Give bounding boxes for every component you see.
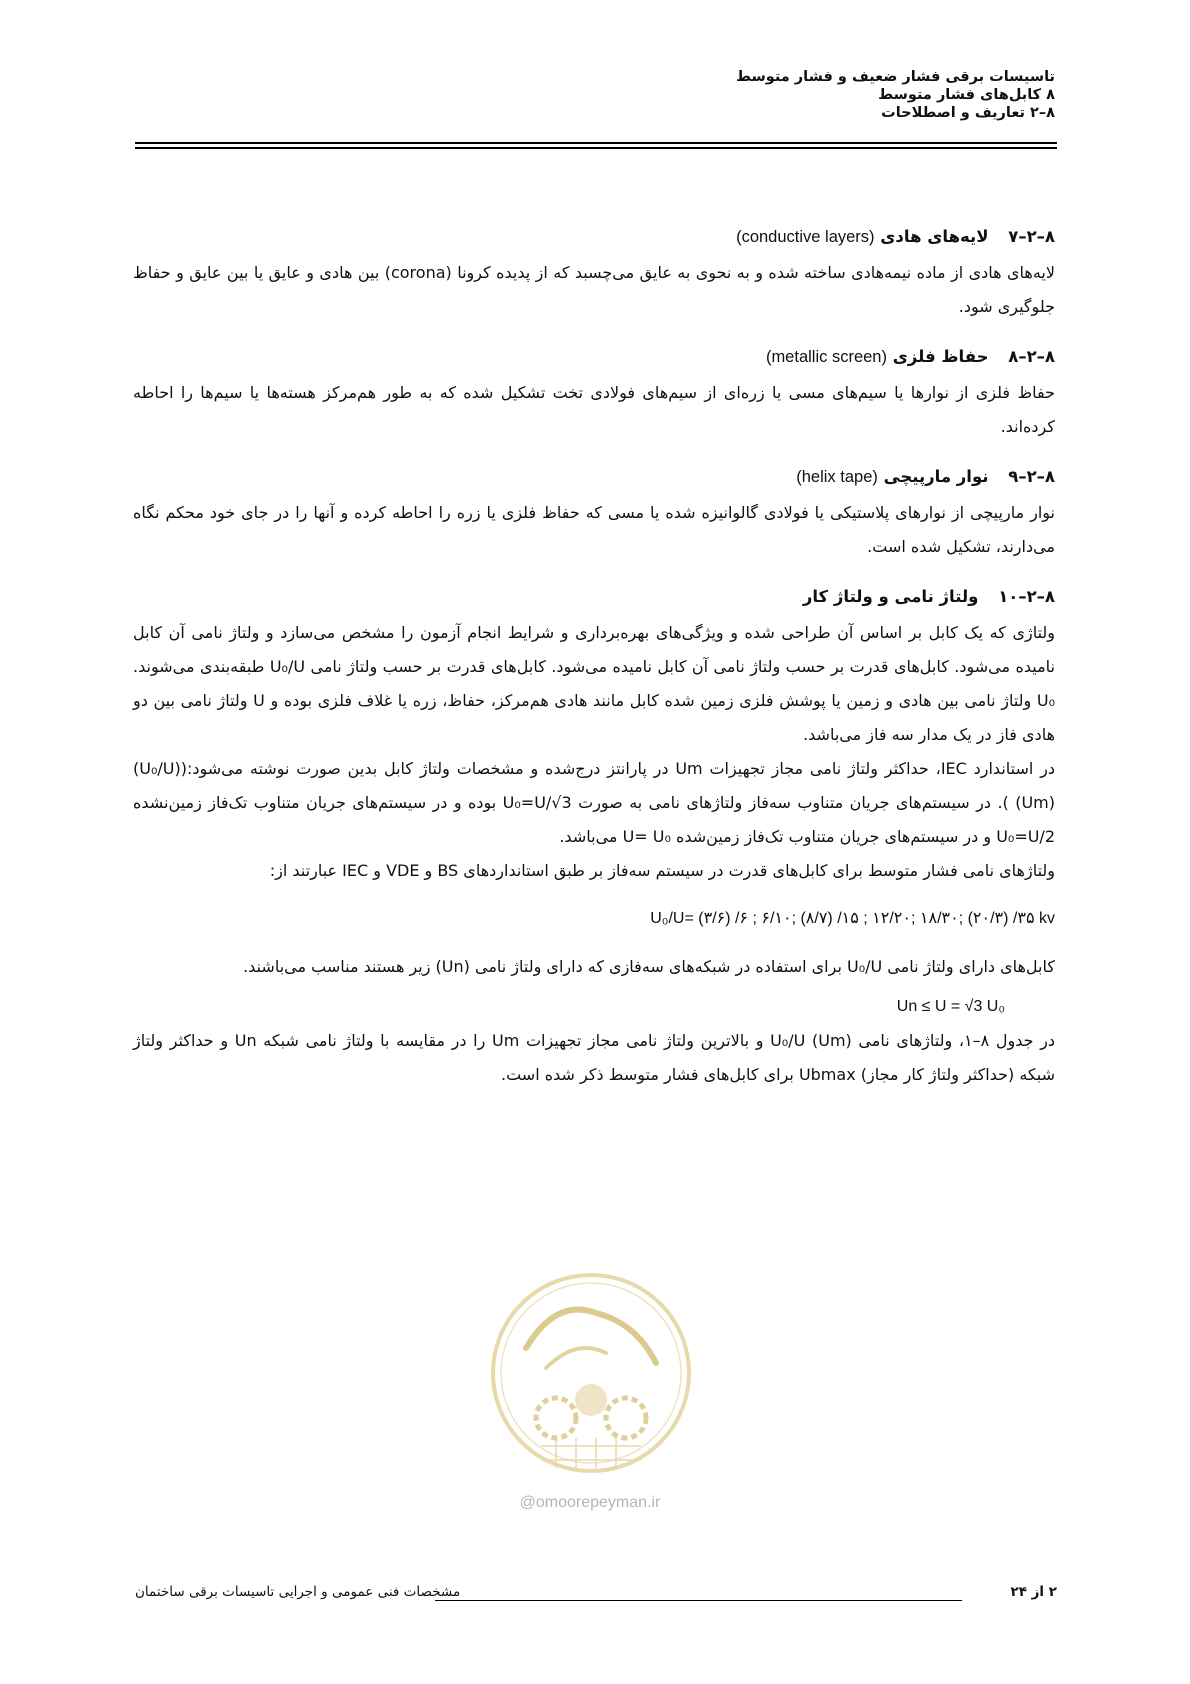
section-title: نوار مارپیچی (883, 467, 989, 486)
page-content (133, 222, 1055, 1110)
header-rule (135, 142, 1057, 149)
section-number: ۸–۲–۱۰ (998, 587, 1055, 606)
rated-voltage-paragraph-3: ولتاژهای نامی فشار متوسط برای کابل‌های قدرت در سیستم سه‌فاز بر طبق استانداردهای BS و VDE و IEC عبارتند از: (269, 861, 1055, 880)
section-conductive-layers (133, 222, 1055, 324)
section-body: لایه‌های هادی از ماده نیمه‌هادی ساخته شده و به نحوی به عایق می‌چسبد که از پدیده کرونا (corona) بین هادی و عایق یا بین عایق و حفاظ جلوگیری شود. (133, 263, 1055, 316)
section-latin-title: (conductive layers) (736, 228, 875, 246)
page-footer (135, 1584, 1057, 1608)
section-body: حفاظ فلزی از نوارها یا سیم‌های مسی یا زره‌ای از سیم‌های فولادی تخت تشکیل شده که به طور هم‌مرکز هسته‌ها یا سیم‌ها را احاطه کرده‌اند. (133, 383, 1055, 436)
section-heading (133, 342, 1055, 372)
watermark-site: @omoorepeyman.ir (519, 1494, 661, 1511)
header-section: ۸–۲ تعاریف و اصطلاحات (881, 105, 1055, 121)
section-helix-tape (133, 462, 1055, 564)
section-heading (133, 582, 1055, 612)
footer-title: مشخصات فنی عمومی و اجرایی تاسیسات برقی ساختمان (135, 1584, 461, 1600)
section-latin-title: (helix tape) (796, 468, 878, 486)
page-number: ۲ از ۲۴ (1010, 1584, 1057, 1600)
header-chapter: ۸ کابل‌های فشار متوسط (878, 87, 1055, 103)
section-heading (133, 222, 1055, 252)
section-number: ۸–۲–۷ (1008, 227, 1055, 246)
rated-voltage-paragraph-1: ولتاژی که یک کابل بر اساس آن طراحی شده و ویژگی‌های بهره‌برداری و شرایط انجام آزمون را مشخص می‌سازد و ولتاژ نامی آن کابل نامیده می‌شود. کابل‌های قدرت بر حسب ولتاژ نامی آن کابل نامیده می‌شود. کابل‌های قدرت بر حسب ولتاژ نامی U₀/U طبقه‌بندی می‌شوند. U₀ ولتاژ نامی بین هادی و زمین یا پوشش فلزی زمین شده کابل مانند هادی هم‌مرکز، حفاظ، زره یا غلاف فلزی بوده و U ولتاژ نامی بین دو هادی فاز در یک مدار سه فاز می‌باشد. (133, 623, 1056, 744)
section-rated-voltage (133, 582, 1055, 1092)
section-heading (133, 462, 1055, 492)
header-book-title: تاسیسات برقی فشار ضعیف و فشار متوسط (735, 69, 1055, 85)
watermark-logo (486, 1268, 696, 1488)
section-title: حفاظ فلزی (892, 347, 989, 366)
section-latin-title: (metallic screen) (765, 348, 887, 366)
page-header (135, 68, 1055, 122)
footer-rule (435, 1600, 962, 1601)
rated-voltage-list-formula: U₀/U= (۳/۶) /۶ ; ۶/۱۰; (۸/۷) /۱۵ ; ۱۲/۲۰; ۱۸/۳۰; (۲۰/۳) /۳۵ kv (650, 910, 1055, 927)
section-title: ولتاژ نامی و ولتاژ کار (802, 587, 979, 606)
network-voltage-formula: Un ≤ U = √3 U₀ (896, 998, 1005, 1015)
section-number: ۸–۲–۸ (1008, 347, 1055, 366)
section-body: نوار مارپیچی از نوارهای پلاستیکی یا فولادی گالوانیزه شده یا مسی که حفاظ فلزی یا زره را احاطه کرده و آنها را در جای خود محکم نگاه می‌دارند، تشکیل شده است. (133, 503, 1055, 556)
rated-voltage-paragraph-5: در جدول ۸–۱، ولتاژهای نامی (Um) U₀/U و بالاترین ولتاژ نامی مجاز تجهیزات Um را در مقایسه با ولتاژ نامی شبکه Un و حداکثر ولتاژ شبکه (حداکثر ولتاژ کار مجاز) Ubmax برای کابل‌های فشار متوسط ذکر شده است. (133, 1031, 1056, 1084)
rated-voltage-paragraph-4: کابل‌های دارای ولتاژ نامی U₀/U برای استفاده در شبکه‌های سه‌فازی که دارای ولتاژ نامی (Un) زیر هستند مناسب می‌باشند. (243, 957, 1055, 976)
section-metallic-screen (133, 342, 1055, 444)
section-number: ۸–۲–۹ (1008, 467, 1055, 486)
rated-voltage-paragraph-2: در استاندارد IEC، حداکثر ولتاژ نامی مجاز تجهیزات Um در پارانتز درج‌شده و مشخصات ولتاژ کابل بدین صورت نوشته می‌شود:((U₀/U)(Um) ). در سیستم‌های جریان متناوب سه‌فاز ولتاژهای نامی به صورت U₀=U/√3 بوده و در سیستم‌های جریان متناوب تک‌فاز زمین‌نشده U₀=U/2 و در سیستم‌های جریان متناوب تک‌فاز زمین‌شده U= U₀ می‌باشد. (133, 759, 1056, 846)
section-title: لایه‌های هادی (880, 227, 989, 246)
